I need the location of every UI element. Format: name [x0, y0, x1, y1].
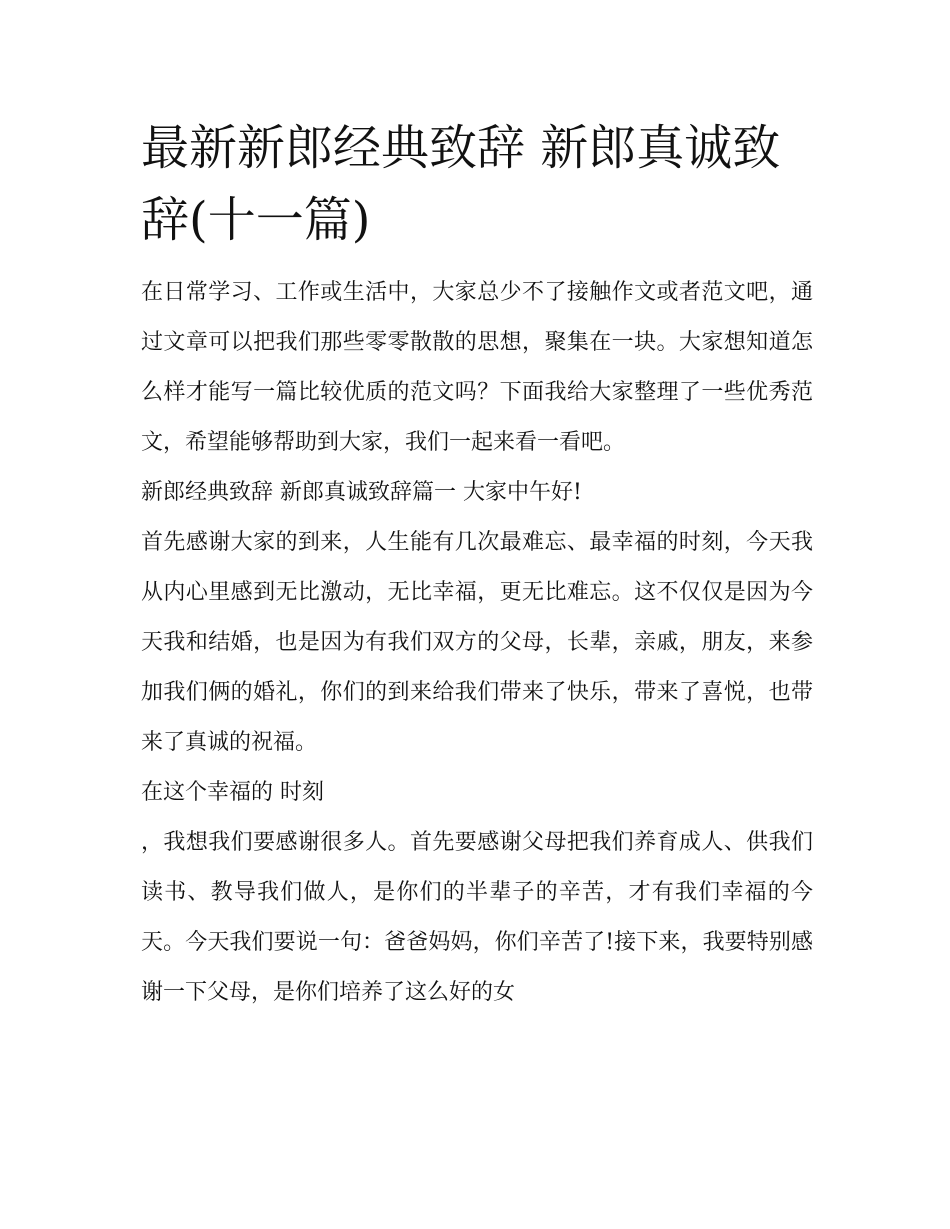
document-body — [141, 112, 813, 1018]
gratitude-paragraph: ，我想我们要感谢很多人。首先要感谢父母把我们养育成人、供我们读书、教导我们做人，是你们的半辈子的辛苦，才有我们幸福的今天。今天我们要说一句：爸爸妈妈，你们辛苦了!接下来，我要特别感谢一下父母，是你们培养了这么好的女 — [141, 830, 813, 1005]
document-title: 最新新郎经典致辞 新郎真诚致辞(十一篇) — [141, 120, 781, 248]
intro-paragraph: 在日常学习、工作或生活中，大家总少不了接触作文或者范文吧，通过文章可以把我们那些零零散散的思想，聚集在一块。大家想知道怎么样才能写一篇比较优质的范文吗？下面我给大家整理了一些优秀范文，希望能够帮助到大家，我们一起来看一看吧。 — [141, 280, 813, 455]
section-heading-paragraph: 新郎经典致辞 新郎真诚致辞篇一 大家中午好! — [141, 480, 582, 505]
moment-paragraph: 在这个幸福的 时刻 — [141, 780, 324, 805]
thanks-paragraph: 首先感谢大家的到来，人生能有几次最难忘、最幸福的时刻，今天我从内心里感到无比激动，无比幸福，更无比难忘。这不仅仅是因为今天我和结婚，也是因为有我们双方的父母，长辈，亲戚，朋友，来参加我们俩的婚礼，你们的到来给我们带来了快乐，带来了喜悦，也带来了真诚的祝福。 — [141, 530, 813, 755]
